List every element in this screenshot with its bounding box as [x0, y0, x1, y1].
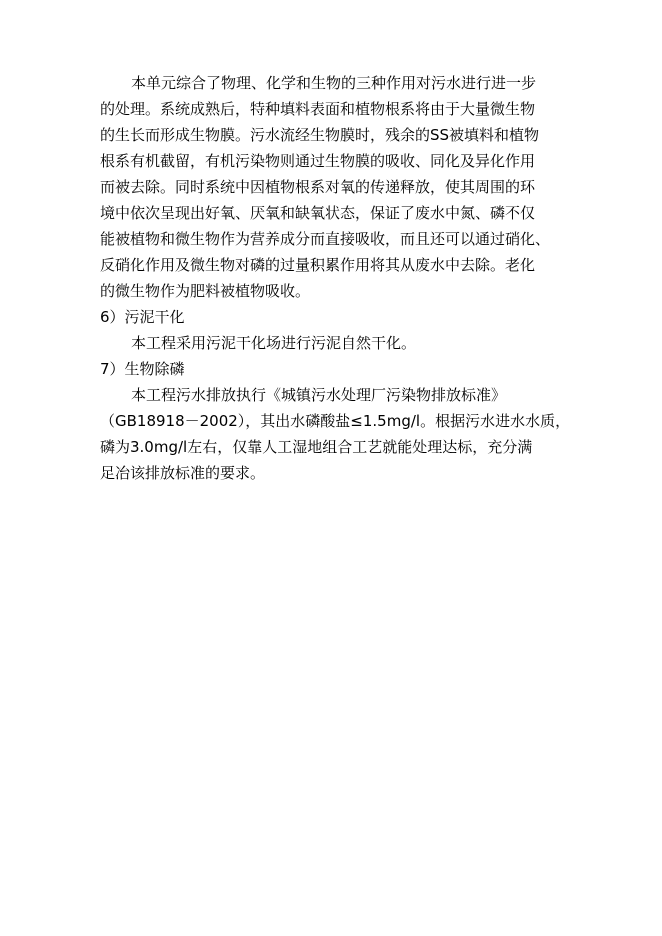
section-heading-sludge-drying — [100, 304, 565, 330]
paragraph-line: 的处理。系统成熟后，特种填料表面和植物根系将由于大量微生物 — [100, 100, 536, 118]
document-page — [100, 70, 571, 486]
paragraph-line: （GB18918－2002），其出水磷酸盐≤1.5mg/l。根据污水进水水质， — [100, 412, 571, 430]
paragraph-line: 足冶该排放标准的要求。 — [100, 464, 266, 482]
section-heading-text: 6）污泥干化 — [100, 308, 185, 326]
paragraph-line: 而被去除。同时系统中因植物根系对氧的传递释放，使其周围的环 — [100, 178, 536, 196]
section-heading-phosphorus-removal — [100, 356, 565, 382]
paragraph-phosphorus-removal — [100, 382, 571, 486]
paragraph-line: 磷为3.0mg/l左右，仅靠人工湿地组合工艺就能处理达标，充分满 — [100, 438, 533, 456]
paragraph-line: 根系有机截留，有机污染物则通过生物膜的吸收、同化及异化作用 — [100, 152, 536, 170]
paragraph-line: 境中依次呈现出好氧、厌氧和缺氧状态，保证了废水中氮、磷不仅 — [100, 204, 536, 222]
section-heading-text: 7）生物除磷 — [100, 360, 185, 378]
paragraph-line: 本单元综合了物理、化学和生物的三种作用对污水进行进一步 — [131, 74, 537, 92]
paragraph-line: 本工程污水排放执行《城镇污水处理厂污染物排放标准》 — [131, 386, 507, 404]
paragraph-line: 反硝化作用及微生物对磷的过量积累作用将其从废水中去除。老化 — [100, 256, 536, 274]
paragraph-line: 能被植物和微生物作为营养成分而直接吸收，而且还可以通过硝化、 — [100, 230, 551, 248]
paragraph-biological-treatment — [100, 70, 565, 304]
paragraph-line: 的微生物作为肥料被植物吸收。 — [100, 282, 311, 300]
paragraph-line: 本工程采用污泥干化场进行污泥自然干化。 — [131, 334, 417, 352]
paragraph-sludge-drying — [100, 330, 565, 356]
paragraph-line: 的生长而形成生物膜。污水流经生物膜时，残余的SS被填料和植物 — [100, 126, 540, 144]
